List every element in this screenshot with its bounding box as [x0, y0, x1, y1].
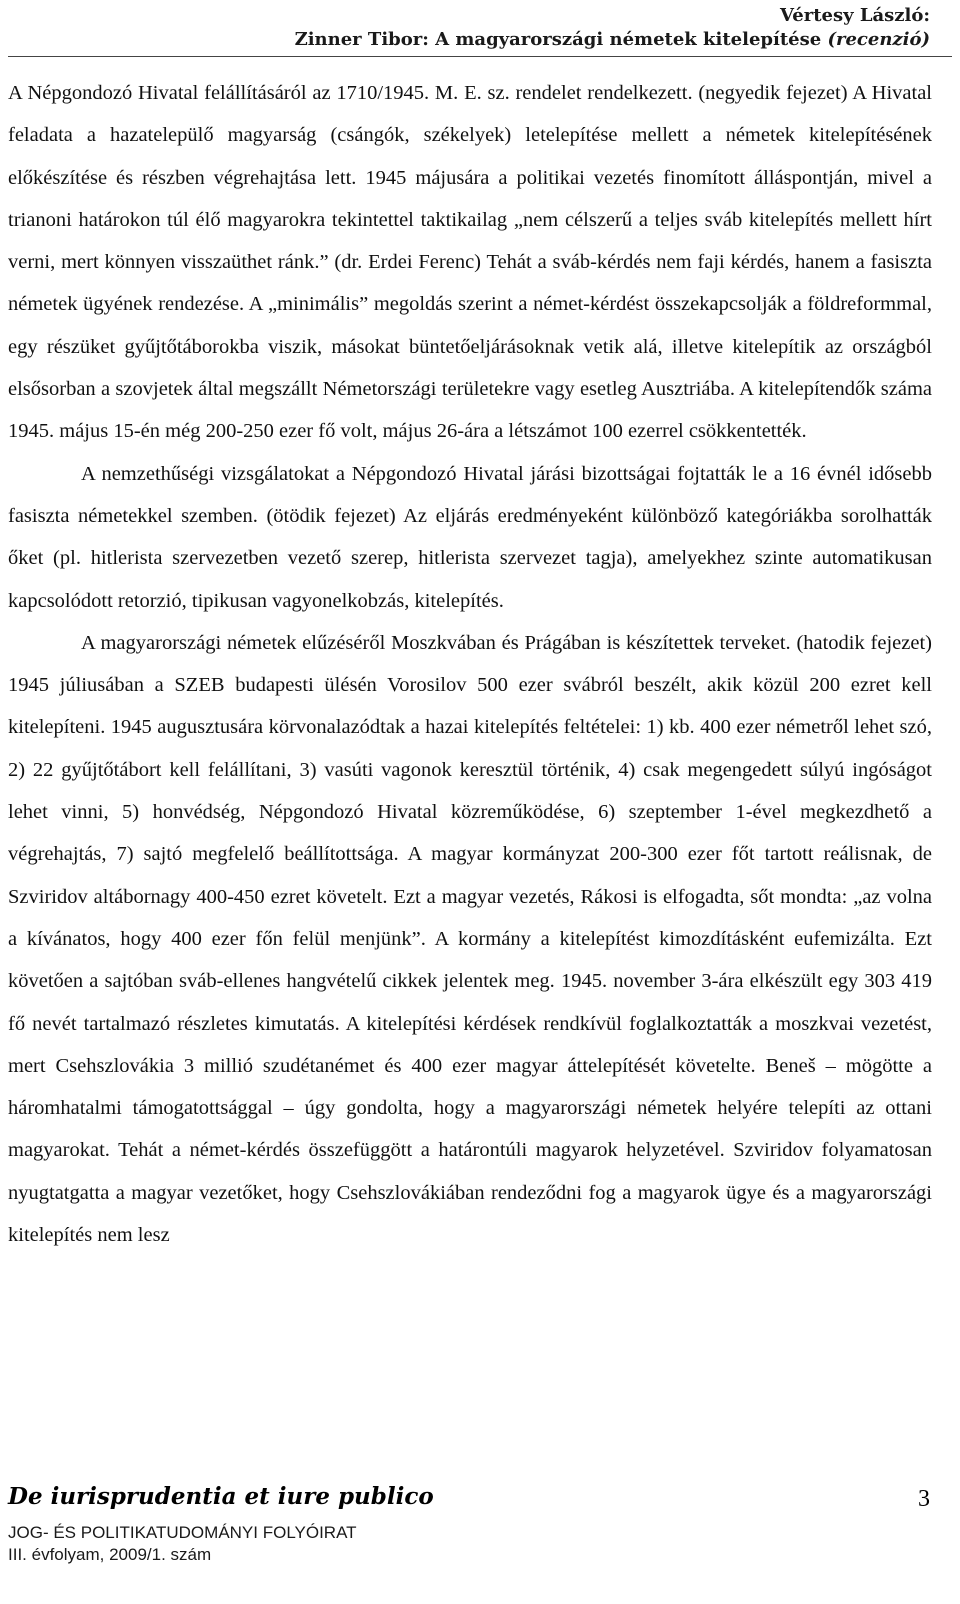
- footer-journal-subtitle: JOG- ÉS POLITIKATUDOMÁNYI FOLYÓIRAT: [8, 1523, 357, 1542]
- footer-issue: III. évfolyam, 2009/1. szám: [8, 1545, 212, 1564]
- footer-journal-info: [8, 1522, 357, 1566]
- page-number: 3: [918, 1486, 930, 1512]
- header-divider: [8, 56, 952, 57]
- paragraph-2: A nemzethűségi vizsgálatokat a Népgondozó Hivatal járási bizottságai fojtatták le a 16 évnél idősebb fasiszta németekkel szemben. (ötödik fejezet) Az eljárás eredményeként különböző kategóriákba sorolhatták őket (pl. hitlerista szervezetben vezető szerep, hitlerista szervezet tagja), amelyekhez szinte automatikusan kapcsolódott retorzió, tipikusan vagyonelkobzás, kitelepítés.: [8, 462, 932, 612]
- paragraph-3: A magyarországi németek elűzéséről Moszkvában és Prágában is készítettek terveket. (hatodik fejezet) 1945 júliusában a SZEB budapesti ülésén Vorosilov 500 ezer svábról beszélt, akik közül 200 ezret kell kitelepíteni. 1945 augusztusára körvonalazódtak a hazai kitelepítés feltételei: 1) kb. 400 ezer németről lehet szó, 2) 22 gyűjtőtábort kell felállítani, 3) vasúti vagonok keresztül történik, 4) csak megengedett súlyú ingóságot lehet vinni, 5) honvédség, Népgondozó Hivatal közreműködése, 6) szeptember 1-ével megkezdhető a végrehajtás, 7) sajtó megfelelő beállítottsága. A magyar kormányzat 200-300 ezer főt tartott reálisnak, de Szviridov altábornagy 400-450 ezret követelt. Ezt a magyar vezetés, Rákosi is elfogadta, sőt mondta: „az volna a kívánatos, hogy 400 ezer főn felül menjünk”. A kormány a kitelepítést kimozdításként eufemizálta. Ezt követően a sajtóban sváb-ellenes hangvételű cikkek jelentek meg. 1945. november 3-ára elkészült egy 303 419 fő nevét tartalmazó részletes kimutatás. A kitelepítési kérdések rendkívül foglalkoztatták a moszkvai vezetést, mert Csehszlovákia 3 millió szudétanémet és 400 ezer magyar áttelepítését követelte. Beneš – mögötte a háromhatalmi támogatottsággal – úgy gondolta, hogy a magyarországi németek helyére telepíti az ottani magyarokat. Tehát a német-kérdés összefüggött a határontúli magyarok helyzetével. Szviridov folyamatosan nyugtatgatta a magyar vezetőket, hogy Csehszlovákiában rendeződni fog a magyarok ügye és a magyarországi kitelepítés nem lesz: [8, 631, 932, 1247]
- header-author: Vértesy László:: [779, 5, 930, 26]
- header-subtitle-italic: (recenzió): [827, 29, 930, 50]
- footer-journal-title: De iurisprudentia et iure publico: [8, 1483, 434, 1510]
- header-subtitle-main: Zinner Tibor: A magyarországi németek kitelepítése: [294, 29, 822, 50]
- running-header: [295, 4, 930, 52]
- paragraph-1: A Népgondozó Hivatal felállításáról az 1710/1945. M. E. sz. rendelet rendelkezett. (negyedik fejezet) A Hivatal feladata a hazatelepülő magyarság (csángók, székelyek) letelepítése mellett a németek kitelepítésének előkészítése és részben végrehajtása lett. 1945 májusára a politikai vezetés finomított álláspontján, mivel a trianoni határokon túl élő magyarokra tekintettel taktikailag „nem célszerű a teljes sváb kitelepítés mellett hírt verni, mert könnyen visszaüthet ránk.” (dr. Erdei Ferenc) Tehát a sváb-kérdés nem faji kérdés, hanem a fasiszta németek ügyének rendezése. A „minimális” megoldás szerint a német-kérdést összekapcsolják a földreformmal, egy részüket gyűjtőtáborokba viszik, másokat büntetőeljárásoknak vetik alá, illetve kitelepítik az országból elsősorban a szovjetek által megszállt Németországi területekre vagy esetleg Ausztriába. A kitelepítendők száma 1945. május 15-én még 200-250 ezer fő volt, május 26-ára a létszámot 100 ezerrel csökkentették.: [8, 82, 932, 443]
- header-subtitle: [295, 28, 930, 52]
- body-text: [8, 72, 932, 1256]
